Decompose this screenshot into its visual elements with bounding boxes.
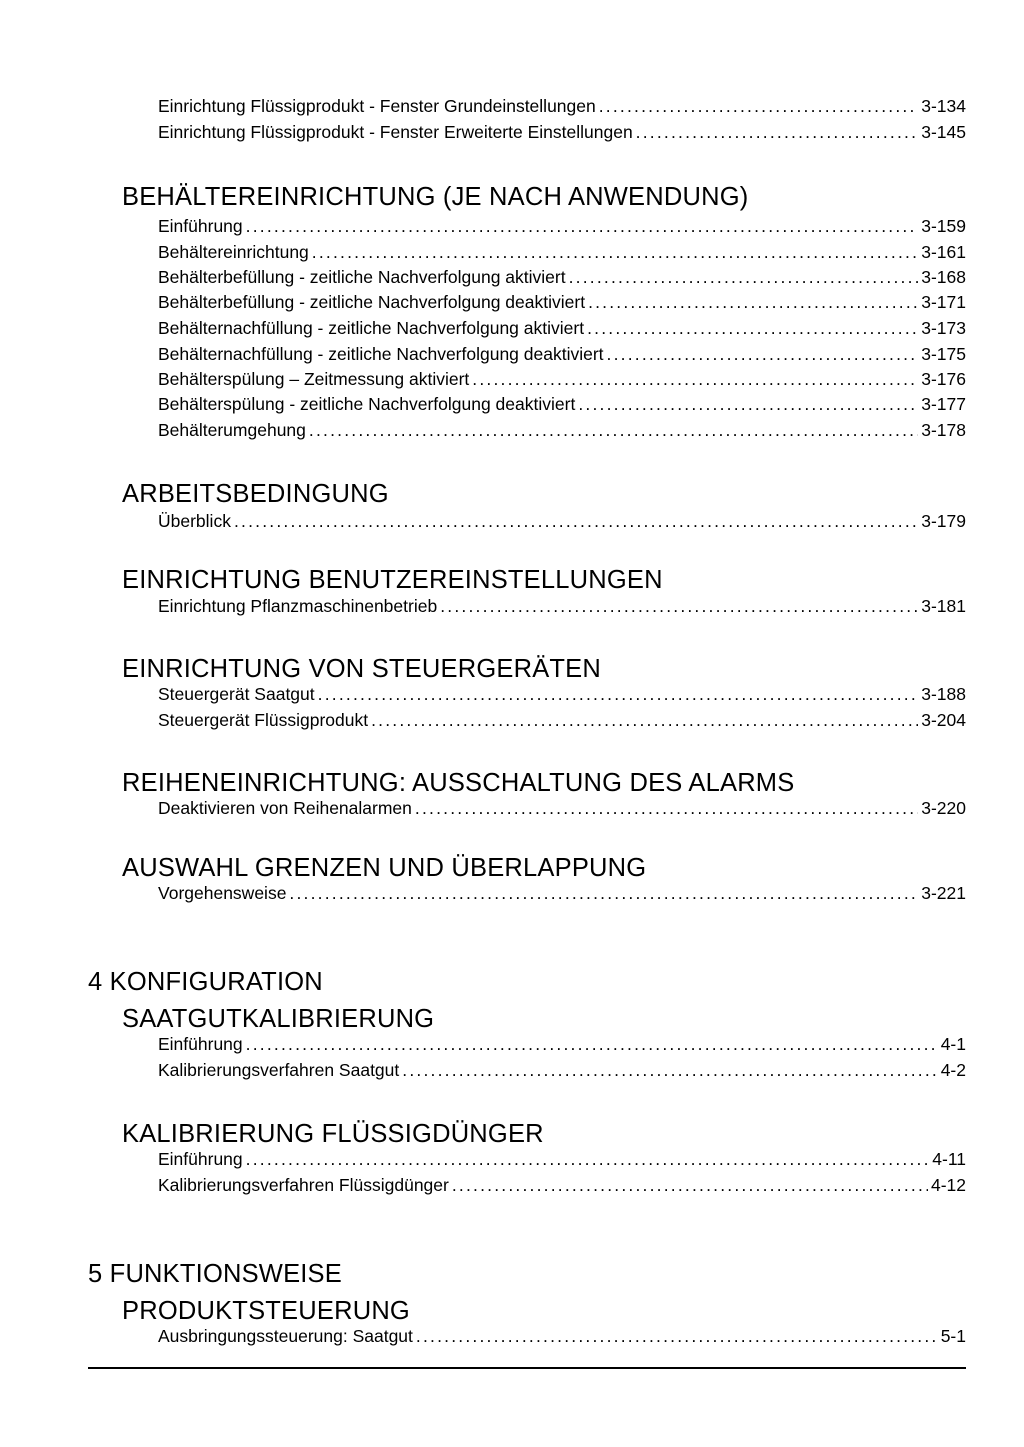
toc-entry-label: Ausbringungssteuerung: Saatgut (158, 1326, 413, 1346)
toc-entry-label: Behältereinrichtung (158, 242, 309, 262)
toc-entry[interactable] (158, 509, 966, 533)
leader-dots (599, 94, 919, 118)
toc-entry-label: Einführung (158, 1149, 243, 1169)
section-heading: BEHÄLTEREINRICHTUNG (JE NACH ANWENDUNG) (122, 183, 749, 211)
toc-entry-label: Behälternachfüllung - zeitliche Nachverfolgung aktiviert (158, 318, 585, 338)
leader-dots (578, 392, 918, 416)
toc-entry-label: Behälterbefüllung - zeitliche Nachverfolgung aktiviert (158, 267, 566, 287)
toc-entry-page: 3-176 (921, 369, 966, 389)
toc-entry-label: Vorgehensweise (158, 883, 287, 903)
toc-entry[interactable] (158, 796, 966, 820)
leader-dots (588, 290, 918, 314)
toc-entry[interactable] (158, 342, 966, 366)
toc-entry-page: 4-2 (940, 1060, 966, 1080)
leader-dots (318, 682, 919, 706)
leader-dots (246, 1032, 938, 1056)
toc-entry-page: 3-188 (921, 684, 966, 704)
leader-dots (289, 881, 918, 905)
toc-entry[interactable] (158, 881, 966, 905)
toc-entry[interactable] (158, 120, 966, 144)
toc-entry-label: Überblick (158, 511, 231, 531)
leader-dots (636, 120, 919, 144)
toc-entry-label: Behälternachfüllung - zeitliche Nachverfolgung deaktiviert (158, 344, 604, 364)
section-heading: EINRICHTUNG VON STEUERGERÄTEN (122, 655, 602, 683)
toc-entry-page: 3-161 (921, 242, 966, 262)
toc-entry[interactable] (158, 316, 966, 340)
toc-entry[interactable] (158, 214, 966, 238)
toc-entry-label: Behälterspülung - zeitliche Nachverfolgung deaktiviert (158, 394, 576, 414)
toc-entry[interactable] (158, 1173, 966, 1197)
section-heading: REIHENEINRICHTUNG: AUSSCHALTUNG DES ALARMS (122, 769, 795, 797)
toc-entry-page: 4-12 (930, 1175, 966, 1195)
toc-entry[interactable] (158, 240, 966, 264)
leader-dots (452, 1173, 928, 1197)
toc-entry[interactable] (158, 1032, 966, 1056)
leader-dots (440, 594, 918, 618)
section-heading: ARBEITSBEDINGUNG (122, 480, 389, 508)
toc-entry[interactable] (158, 367, 966, 391)
section-heading: KALIBRIERUNG FLÜSSIGDÜNGER (122, 1120, 544, 1148)
toc-entry-label: Steuergerät Flüssigprodukt (158, 710, 369, 730)
toc-entry[interactable] (158, 708, 966, 732)
toc-entry[interactable] (158, 392, 966, 416)
toc-entry-page: 3-181 (921, 596, 966, 616)
toc-entry-page: 3-204 (921, 710, 966, 730)
chapter-heading: 5 FUNKTIONSWEISE (88, 1260, 342, 1288)
toc-entry[interactable] (158, 1147, 966, 1171)
toc-entry-page: 3-178 (921, 420, 966, 440)
leader-dots (472, 367, 918, 391)
toc-entry-page: 3-173 (921, 318, 966, 338)
section-heading: AUSWAHL GRENZEN UND ÜBERLAPPUNG (122, 854, 647, 882)
toc-entry-page: 3-179 (921, 511, 966, 531)
toc-entry-label: Kalibrierungsverfahren Saatgut (158, 1060, 400, 1080)
toc-entry-page: 4-1 (940, 1034, 966, 1054)
toc-entry-label: Behälterumgehung (158, 420, 306, 440)
toc-entry-page: 3-175 (921, 344, 966, 364)
leader-dots (246, 1147, 930, 1171)
toc-entry-label: Einführung (158, 1034, 243, 1054)
toc-entry-label: Einrichtung Flüssigprodukt - Fenster Grundeinstellungen (158, 96, 596, 116)
toc-entry[interactable] (158, 594, 966, 618)
toc-entry-page: 3-221 (921, 883, 966, 903)
toc-entry-label: Einrichtung Pflanzmaschinenbetrieb (158, 596, 438, 616)
toc-entry-label: Steuergerät Saatgut (158, 684, 315, 704)
toc-entry-page: 3-134 (921, 96, 966, 116)
toc-entry-page: 3-171 (921, 292, 966, 312)
leader-dots (371, 708, 918, 732)
toc-entry-label: Behälterbefüllung - zeitliche Nachverfolgung deaktiviert (158, 292, 586, 312)
section-heading: SAATGUTKALIBRIERUNG (122, 1005, 435, 1033)
toc-entry[interactable] (158, 1324, 966, 1348)
toc-entry[interactable] (158, 265, 966, 289)
footer-rule (88, 1367, 966, 1369)
leader-dots (607, 342, 919, 366)
toc-entry-page: 3-159 (921, 216, 966, 236)
toc-entry[interactable] (158, 418, 966, 442)
leader-dots (402, 1058, 937, 1082)
toc-entry-page: 4-11 (932, 1149, 966, 1169)
leader-dots (309, 418, 918, 442)
toc-entry-page: 3-168 (921, 267, 966, 287)
leader-dots (246, 214, 919, 238)
toc-entry-label: Behälterspülung – Zeitmessung aktiviert (158, 369, 470, 389)
toc-entry-page: 3-220 (921, 798, 966, 818)
toc-entry[interactable] (158, 1058, 966, 1082)
section-heading: EINRICHTUNG BENUTZEREINSTELLUNGEN (122, 566, 663, 594)
toc-entry-page: 3-177 (921, 394, 966, 414)
toc-entry-label: Einführung (158, 216, 243, 236)
leader-dots (234, 509, 918, 533)
chapter-heading: 4 KONFIGURATION (88, 968, 323, 996)
leader-dots (569, 265, 919, 289)
leader-dots (587, 316, 918, 340)
leader-dots (415, 796, 918, 820)
toc-entry-page: 5-1 (940, 1326, 966, 1346)
toc-entry-label: Kalibrierungsverfahren Flüssigdünger (158, 1175, 449, 1195)
leader-dots (312, 240, 918, 264)
section-heading: PRODUKTSTEUERUNG (122, 1297, 410, 1325)
leader-dots (416, 1324, 938, 1348)
toc-entry[interactable] (158, 94, 966, 118)
toc-entry[interactable] (158, 682, 966, 706)
toc-entry-page: 3-145 (921, 122, 966, 142)
toc-entry-label: Einrichtung Flüssigprodukt - Fenster Erweiterte Einstellungen (158, 122, 633, 142)
toc-entry[interactable] (158, 290, 966, 314)
toc-entry-label: Deaktivieren von Reihenalarmen (158, 798, 412, 818)
